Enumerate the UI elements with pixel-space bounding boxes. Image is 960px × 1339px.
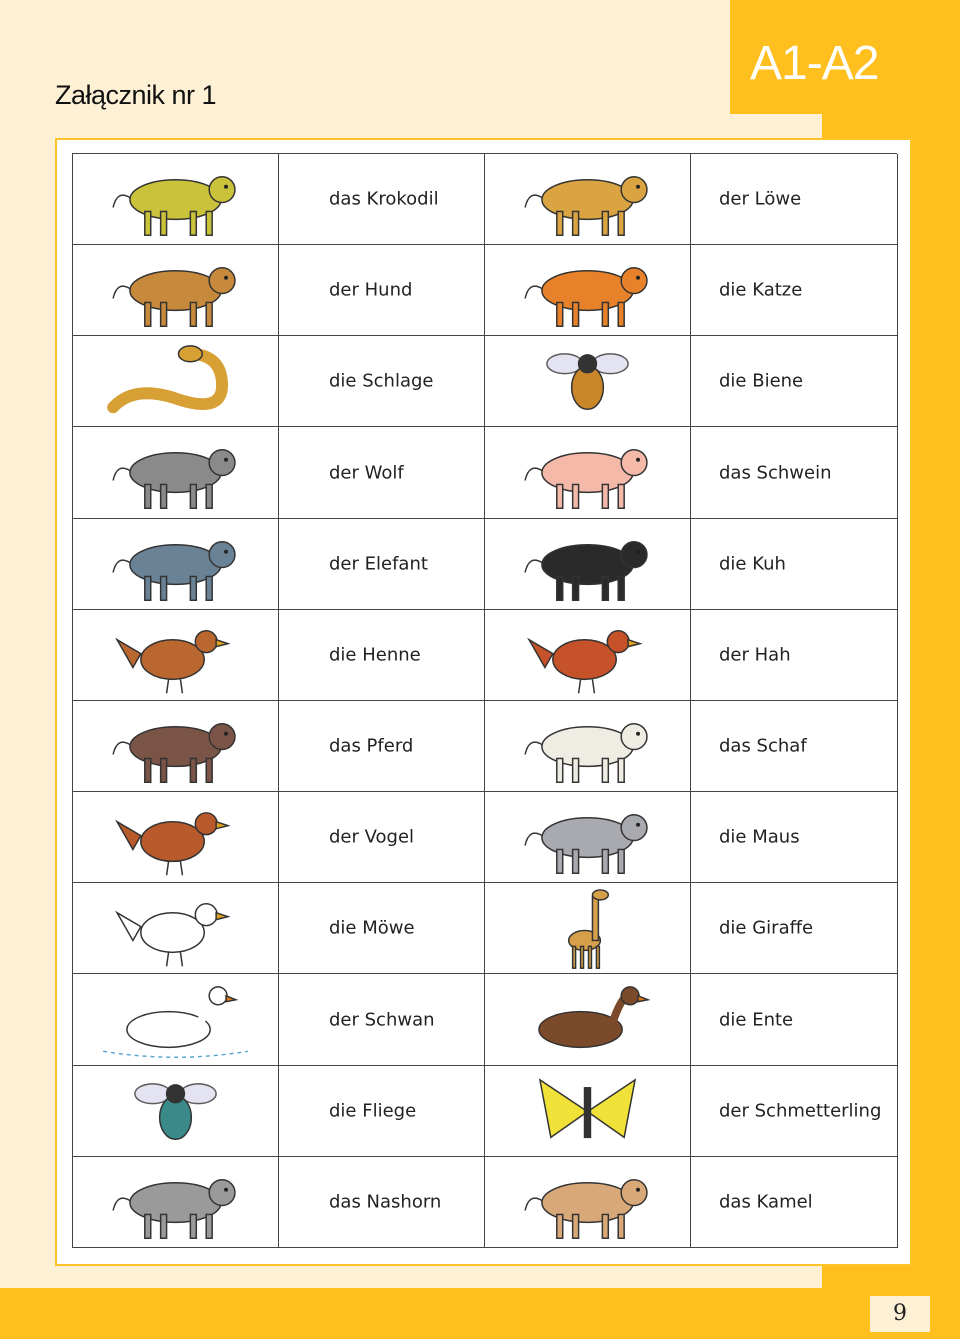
animal-word: der Wolf xyxy=(329,462,404,484)
picture-cell xyxy=(73,1157,279,1248)
picture-cell xyxy=(485,427,691,518)
cow-icon xyxy=(485,519,690,609)
picture-cell xyxy=(73,883,279,974)
picture-cell xyxy=(73,245,279,336)
mouse-icon xyxy=(485,792,690,882)
fly-icon xyxy=(73,1066,278,1156)
crocodile-icon xyxy=(73,154,278,244)
rhino-icon xyxy=(73,1157,278,1247)
butterfly-icon xyxy=(485,1066,690,1156)
lion-icon xyxy=(485,154,690,244)
word-cell xyxy=(691,427,898,518)
wolf-icon xyxy=(73,427,278,517)
animal-word: der Löwe xyxy=(719,188,802,210)
snake-icon xyxy=(73,336,278,426)
animal-word: die Henne xyxy=(329,644,421,666)
picture-cell xyxy=(73,336,279,427)
level-label: A1-A2 xyxy=(750,37,879,90)
picture-cell xyxy=(485,701,691,792)
swan-icon xyxy=(73,974,278,1064)
page-title: Załącznik nr 1 xyxy=(55,80,217,110)
animal-word: der Hund xyxy=(329,279,413,301)
animal-word: das Kamel xyxy=(719,1191,813,1213)
word-cell xyxy=(691,245,898,336)
rooster-icon xyxy=(485,610,690,700)
word-cell xyxy=(691,1157,898,1248)
hen-icon xyxy=(73,610,278,700)
word-cell xyxy=(691,610,898,701)
word-cell xyxy=(279,701,485,792)
picture-cell xyxy=(485,245,691,336)
word-cell xyxy=(691,154,898,245)
picture-cell xyxy=(73,519,279,610)
bee-icon xyxy=(485,336,690,426)
word-cell xyxy=(279,336,485,427)
picture-cell xyxy=(73,701,279,792)
picture-cell xyxy=(485,1157,691,1248)
duck-icon xyxy=(485,974,690,1064)
picture-cell xyxy=(73,792,279,883)
animal-word: die Möwe xyxy=(329,917,415,939)
animal-word: der Schwan xyxy=(329,1009,435,1031)
word-cell xyxy=(691,883,898,974)
word-cell xyxy=(279,883,485,974)
animal-word: der Hah xyxy=(719,644,791,666)
decorative-stripe-bottom xyxy=(0,1288,960,1339)
bird-icon xyxy=(73,792,278,882)
picture-cell xyxy=(485,519,691,610)
word-cell xyxy=(279,974,485,1065)
picture-cell xyxy=(73,154,279,245)
horse-icon xyxy=(73,701,278,791)
picture-cell xyxy=(485,154,691,245)
word-cell xyxy=(279,610,485,701)
word-cell xyxy=(691,336,898,427)
word-cell xyxy=(691,974,898,1065)
picture-cell xyxy=(485,610,691,701)
word-cell xyxy=(279,154,485,245)
picture-cell xyxy=(73,610,279,701)
picture-cell xyxy=(485,336,691,427)
picture-cell xyxy=(73,974,279,1065)
picture-cell xyxy=(485,1066,691,1157)
picture-cell xyxy=(485,974,691,1065)
level-tab xyxy=(730,0,960,114)
seagull-icon xyxy=(73,883,278,973)
animal-word: der Vogel xyxy=(329,826,415,848)
word-cell xyxy=(279,519,485,610)
animal-word: das Krokodil xyxy=(329,188,439,210)
animal-word: die Maus xyxy=(719,826,800,848)
word-cell xyxy=(691,1066,898,1157)
sheep-icon xyxy=(485,701,690,791)
elephant-icon xyxy=(73,519,278,609)
animal-word: das Nashorn xyxy=(329,1191,442,1213)
word-cell xyxy=(691,519,898,610)
vocabulary-table xyxy=(72,153,897,1248)
animal-word: die Schlage xyxy=(329,370,434,392)
animal-word: die Biene xyxy=(719,370,804,392)
word-cell xyxy=(691,792,898,883)
pig-icon xyxy=(485,427,690,517)
word-cell xyxy=(279,1066,485,1157)
giraffe-icon xyxy=(485,883,690,973)
animal-word: die Fliege xyxy=(329,1100,417,1122)
animal-word: das Schwein xyxy=(719,462,832,484)
animal-word: das Pferd xyxy=(329,735,414,757)
word-cell xyxy=(691,701,898,792)
picture-cell xyxy=(485,883,691,974)
animal-word: der Schmetterling xyxy=(719,1100,882,1122)
animal-word: der Elefant xyxy=(329,553,428,575)
camel-icon xyxy=(485,1157,690,1247)
word-cell xyxy=(279,245,485,336)
word-cell xyxy=(279,427,485,518)
cat-icon xyxy=(485,245,690,335)
animal-word: die Ente xyxy=(719,1009,794,1031)
word-cell xyxy=(279,792,485,883)
word-cell xyxy=(279,1157,485,1248)
picture-cell xyxy=(73,1066,279,1157)
page-number: 9 xyxy=(870,1296,930,1332)
animal-word: die Katze xyxy=(719,279,803,301)
animal-word: die Kuh xyxy=(719,553,786,575)
dog-icon xyxy=(73,245,278,335)
picture-cell xyxy=(73,427,279,518)
animal-word: das Schaf xyxy=(719,735,807,757)
picture-cell xyxy=(485,792,691,883)
animal-word: die Giraffe xyxy=(719,917,814,939)
